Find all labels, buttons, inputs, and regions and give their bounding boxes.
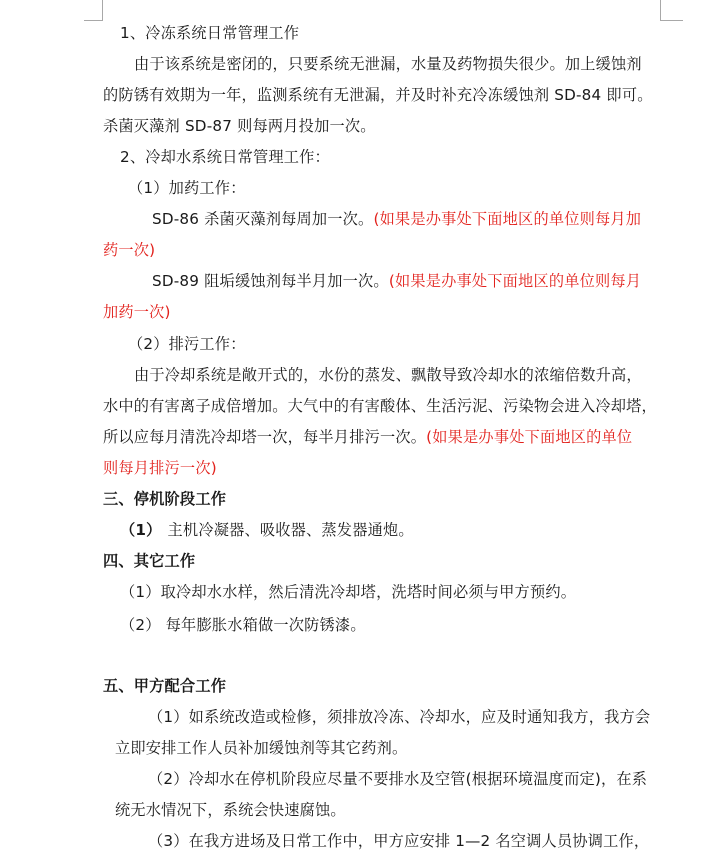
item-text: 主机冷凝器、吸收器、蒸发器通炮。 [167,521,414,539]
shutdown-item [120,519,414,541]
paragraph-line: 统无水情况下，系统会快速腐蚀。 [115,801,346,819]
paragraph-line: 杀菌灭藻剂 SD-87 则每两月投加一次。 [103,117,376,135]
cooperation-item: （1）如系统改造或检修，须排放冷冻、冷却水，应及时通知我方，我方会 [148,708,651,726]
regional-note: (如果是办事处下面地区的单位则每月加 [373,210,642,228]
paragraph-line: 的防锈有效期为一年，监测系统有无泄漏，并及时补充冷冻缓蚀剂 SD-84 即可。 [103,86,653,104]
regional-note-continued: 药一次) [103,241,156,259]
subsection-dosing-title: （1）加药工作： [128,179,246,197]
item-number: （1） [120,521,162,539]
regional-note: (如果是办事处下面地区的单位则每月 [388,272,642,290]
page-corner-mark-left [84,0,103,21]
paragraph-line [103,426,632,448]
section-2-1-title: 1、冷冻系统日常管理工作 [120,24,300,42]
dosing-line-sd86 [152,208,641,230]
cooperation-item: （2）冷却水在停机阶段应尽量不要排水及空管(根据环境温度而定)，在系 [148,770,648,788]
subsection-discharge-title: （2）排污工作： [128,335,246,353]
dosing-text: SD-89 阻垢缓蚀剂每半月加一次。 [152,272,389,290]
cooperation-item: （3）在我方进场及日常工作中，甲方应安排 1—2 名空调人员协调工作， [148,832,650,850]
regional-note: (如果是办事处下面地区的单位 [426,428,633,446]
paragraph-line: 立即安排工作人员补加缓蚀剂等其它药剂。 [115,739,408,757]
paragraph-text: 所以应每月清洗冷却塔一次，每半月排污一次。 [103,428,427,446]
section-5-heading: 五、甲方配合工作 [103,677,227,695]
paragraph-line: 由于冷却系统是敞开式的，水份的蒸发、飘散导致冷却水的浓缩倍数升高， [134,366,642,384]
section-3-heading: 三、停机阶段工作 [103,490,227,508]
section-4-heading: 四、其它工作 [103,552,196,570]
other-work-item: （2） 每年膨胀水箱做一次防锈漆。 [120,616,366,634]
dosing-line-sd89 [152,270,641,292]
paragraph-line: 由于该系统是密闭的，只要系统无泄漏，水量及药物损失很少。加上缓蚀剂 [134,55,642,73]
dosing-text: SD-86 杀菌灭藻剂每周加一次。 [152,210,374,228]
section-2-2-title: 2、冷却水系统日常管理工作： [120,148,330,166]
paragraph-line: 水中的有害离子成倍增加。大气中的有害酸体、生活污泥、污染物会进入冷却塔， [103,397,657,415]
regional-note-continued: 则每月排污一次) [103,459,217,477]
page-corner-mark-right [660,0,683,21]
other-work-item: （1）取冷却水水样，然后清洗冷却塔，洗塔时间必须与甲方预约。 [120,583,577,601]
regional-note-continued: 加药一次) [103,303,171,321]
